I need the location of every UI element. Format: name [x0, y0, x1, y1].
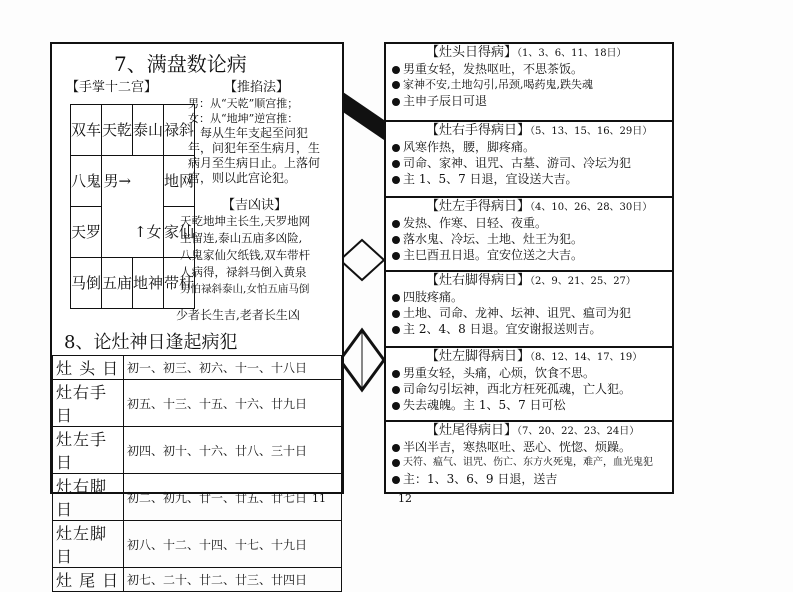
section-tail: [386, 420, 672, 487]
method-line: 宫，则以此宫论犯。: [188, 171, 297, 185]
table-row: [53, 521, 342, 568]
fortune-line: 主留连,泰山五庙多凶险,: [180, 231, 303, 245]
method-line: 年，问犯年至生病月，生: [188, 141, 321, 155]
section-line: 男重女轻，头痛，心烦，饮食不思。: [403, 366, 596, 380]
section-line: 司命勾引坛神，西北方枉死孤魂，亡人犯。: [403, 382, 632, 396]
section-line: 主：1、3、6、9 日退，送吉: [403, 472, 558, 486]
fortune-end-line: 少者长生吉,老者长生凶: [176, 308, 300, 322]
section-days: （2、9、21、25、27）: [530, 276, 636, 287]
section-line: 失去魂魄。主 1、5、7 日可松: [403, 398, 566, 412]
grid-cell: 五庙: [102, 258, 133, 309]
grid-cell: [133, 156, 164, 207]
page-number-left: 11: [312, 492, 326, 505]
section-days: （4、10、26、28、30日）: [530, 202, 653, 213]
section-days: （1、3、6、11、18日）: [517, 48, 627, 59]
section-left-hand: [386, 196, 672, 263]
palm-twelve-palaces-label: 【手掌十二宫】: [66, 80, 158, 95]
page-number-right: 12: [398, 492, 412, 505]
fortune-text: [180, 213, 310, 298]
day-key: 灶 尾 日: [53, 568, 124, 592]
bullet-icon: [392, 476, 400, 484]
bullet-icon: [392, 236, 400, 244]
day-values: 初二、初九、廿一、廿五、廿七日: [124, 474, 342, 521]
section-heading: 【灶右脚得病日】: [426, 273, 531, 288]
bullet-icon: [392, 66, 400, 74]
method-label: 【推掐法】: [224, 80, 290, 95]
fortune-line: 男怕禄斜泰山,女怕五庙马倒: [180, 283, 310, 295]
day-values: 初七、二十、廿二、廿三、廿四日: [124, 568, 342, 592]
section-line: 风寒作热，腰，脚疼痛。: [403, 140, 536, 154]
section-line: 主申子辰日可退: [403, 94, 488, 108]
table-row: [53, 427, 342, 474]
day-key: 灶 头 日: [53, 356, 124, 380]
grid-cell: 马倒: [71, 258, 102, 309]
table-row: [53, 474, 342, 521]
decorative-binding-graphic: [340, 80, 384, 420]
bullet-icon: [392, 252, 400, 260]
method-line: 男：从“天乾”顺宫推；: [188, 97, 299, 110]
section-line: 家神不安,土地勾引,吊颈,喝药鬼,跌失魂: [403, 78, 593, 91]
fortune-line: 八鬼家仙欠纸钱,双车带杆: [180, 248, 311, 262]
day-values: 初八、十二、十四、十七、十九日: [124, 521, 342, 568]
section-line: 主 1、5、7 日退，宜设送大吉。: [403, 172, 578, 186]
right-page: [384, 42, 674, 494]
grid-cell: [102, 207, 133, 258]
grid-cell: 双车: [71, 105, 102, 156]
bullet-icon: [392, 98, 400, 106]
method-line: 每从生年支起至问犯: [200, 126, 309, 140]
section-heading: 【灶左手得病日】: [426, 199, 531, 214]
bullet-icon: [392, 444, 400, 452]
table-row: [53, 356, 342, 380]
section-right-foot: [386, 270, 672, 337]
day-key: 灶右手日: [53, 380, 124, 427]
chapter-8-title: 8、论灶神日逢起病犯: [64, 332, 238, 353]
grid-cell: 带杆: [164, 258, 195, 309]
section-line: 天符、瘟气、诅咒、伤亡、东方火死鬼，难产，血光鬼犯: [403, 457, 653, 468]
section-heading: 【灶尾得病日】: [426, 423, 518, 438]
bullet-icon: [392, 81, 400, 89]
bullet-icon: [392, 459, 400, 467]
day-key: 灶左手日: [53, 427, 124, 474]
section-days: （8、12、14、17、19）: [530, 352, 643, 363]
grid-cell: 地神: [133, 258, 164, 309]
bullet-icon: [392, 370, 400, 378]
section-line: 土地、司命、龙神、坛神、诅咒、瘟司为犯: [403, 306, 632, 320]
grid-cell: 八鬼: [71, 156, 102, 207]
section-line: 主 2、4、8 日退。宜安谢报送则吉。: [403, 322, 602, 336]
grid-cell: 禄斜: [164, 105, 195, 156]
section-line: 四肢疼痛。: [403, 290, 464, 304]
method-line: 女：从“地坤”逆宫推：: [188, 112, 299, 125]
bullet-icon: [392, 144, 400, 152]
day-key: 灶左脚日: [53, 521, 124, 568]
grid-cell: 地网: [164, 156, 195, 207]
fortune-line: 人病得，禄斜马倒入黄泉: [180, 265, 307, 279]
grid-cell: ↑女: [133, 222, 162, 241]
section-right-hand: [386, 120, 672, 187]
grid-cell: 天乾: [102, 105, 133, 156]
bullet-icon: [392, 402, 400, 410]
section-heading: 【灶左脚得病日】: [426, 349, 531, 364]
stove-day-table: [52, 355, 342, 592]
section-days: （7、20、22、23、24日）: [517, 426, 640, 437]
fortune-label: 【吉凶诀】: [222, 198, 288, 213]
day-values: 初四、初十、十六、廿八、三十日: [124, 427, 342, 474]
section-line: 司命、家神、诅咒、古墓、游司、冷坛为犯: [403, 156, 632, 170]
section-days: （5、13、15、16、29日）: [530, 126, 653, 137]
section-heading: 【灶头日得病】: [426, 45, 518, 60]
bullet-icon: [392, 386, 400, 394]
bullet-icon: [392, 160, 400, 168]
day-key: 灶右脚日: [53, 474, 124, 521]
bullet-icon: [392, 310, 400, 318]
section-line: 男重女轻，发热呕吐，不思茶饭。: [403, 62, 584, 76]
chapter-7-title: 7、满盘数论病: [114, 52, 247, 76]
day-values: 初五、十三、十五、十六、廿九日: [124, 380, 342, 427]
table-row: [53, 568, 342, 592]
bullet-icon: [392, 176, 400, 184]
grid-cell: 家仙: [164, 207, 195, 258]
section-line: 落水鬼、冷坛、土地、灶王为犯。: [403, 232, 584, 246]
section-line: 发热、作寒、日轻、夜重。: [403, 216, 548, 230]
fortune-line: 天乾地坤主长生,天罗地网: [180, 214, 311, 228]
grid-cell: 泰山: [133, 105, 164, 156]
table-row: [53, 380, 342, 427]
section-left-foot: [386, 346, 672, 413]
method-line: 病月至生病日止。上落何: [188, 156, 321, 170]
grid-cell: 天罗: [71, 207, 102, 258]
bullet-icon: [392, 326, 400, 334]
section-line: 半凶半吉，寒热呕吐、恶心、恍惚、烦躁。: [403, 440, 632, 454]
section-line: 主巳酉丑日退。宜安位送之大吉。: [403, 248, 584, 262]
bullet-icon: [392, 220, 400, 228]
bullet-icon: [392, 294, 400, 302]
section-stove-head: [386, 42, 672, 109]
day-values: 初一、初三、初六、十一、十八日: [124, 356, 342, 380]
palm-palace-grid: [70, 104, 195, 309]
grid-cell: 男→: [103, 172, 132, 191]
section-heading: 【灶右手得病日】: [426, 123, 531, 138]
method-text: [188, 96, 320, 186]
